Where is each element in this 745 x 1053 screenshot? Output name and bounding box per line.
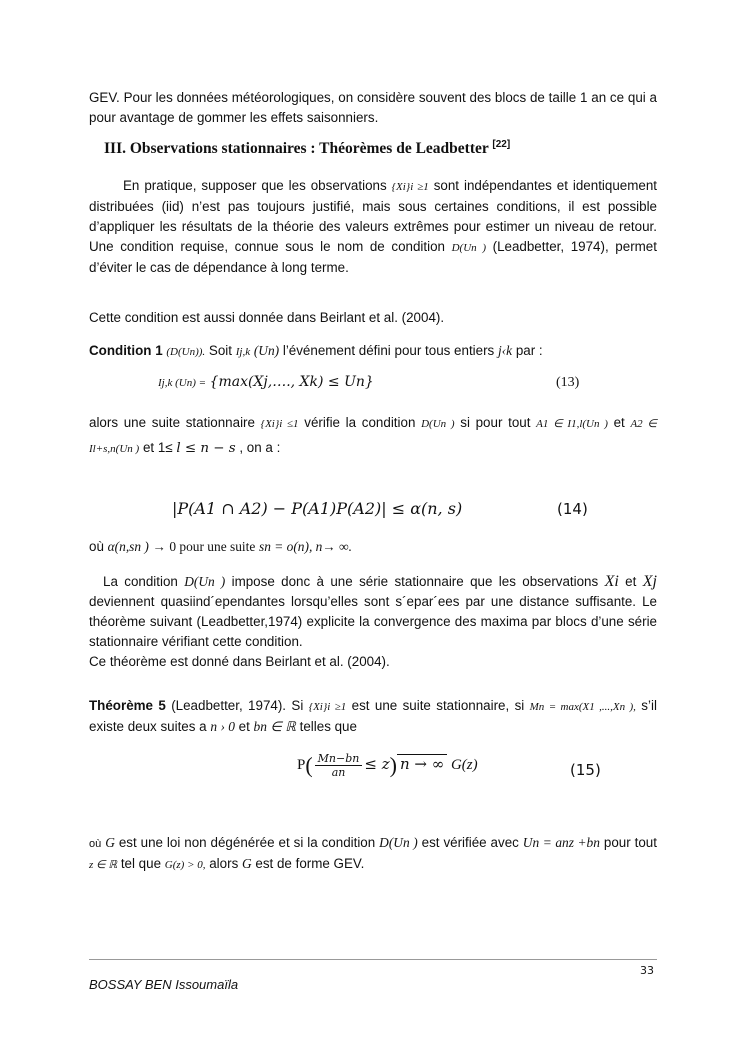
text-fragment: , on a : (239, 440, 281, 455)
math-fragment: A1 ∈ I1,l(Un ) (536, 418, 608, 430)
text-fragment: et (625, 574, 637, 589)
math-fragment: {Xi}i ≤1 (260, 418, 299, 430)
math-fragment: Xi (604, 573, 619, 590)
theorem-5-paragraph (89, 696, 657, 737)
math-fragment: Un = anz +bn (522, 835, 600, 850)
math-fragment: l ≤ n − s (176, 441, 236, 456)
equation-13 (158, 374, 374, 391)
text-fragment: par : (515, 343, 543, 358)
math-fragment: Mn = max(X1 ,...,Xn ), (529, 701, 636, 713)
equation-probability: P (297, 756, 306, 773)
equation-limit: n → ∞ (397, 754, 447, 773)
math-xi-sequence: {Xi}i ≥1 (391, 181, 429, 193)
pratique-paragraph (89, 176, 657, 278)
text-fragment: s’il existe deux suites a (89, 698, 657, 734)
math-fragment: (Un) (253, 343, 280, 358)
equation-body: {max(Xj,…., Xk) ≤ Un} (209, 374, 374, 390)
footer-divider (89, 959, 657, 960)
final-paragraph (89, 833, 657, 875)
math-fragment: D(Un ) (421, 418, 455, 430)
text-fragment: Soit (208, 343, 232, 358)
text-fragment: l’événement défini pour tous entiers (282, 343, 495, 358)
text-fragment: alors (209, 856, 239, 871)
text-fragment: sont indépendantes et identiquement distribuées (iid) n’est pas toujours justifié, mais sous certaines conditions, il est possible d’appliquer les résultats de la théorie des valeurs extrêmes pour estimer un niveau de retour. Une condition requise, connue sous le nom de condition (89, 178, 658, 254)
math-fragment: n › 0 (210, 719, 235, 734)
math-fragment: D(Un ) (379, 835, 418, 850)
section-title: III. Observations stationnaires : Théorèmes de Leadbetter (104, 140, 489, 157)
math-fragment: z ∈ ℝ (89, 859, 118, 871)
text-fragment: et (238, 719, 250, 734)
text-fragment: est une suite stationnaire, si (351, 698, 525, 713)
page-number: 33 (640, 964, 654, 977)
fraction-numerator: Mn−bn (315, 752, 363, 766)
condition-1-paragraph (89, 341, 657, 362)
fraction-denominator: an (331, 766, 346, 779)
math-fragment: (D(Un)). (166, 346, 206, 358)
theorem-label: Théorème 5 (89, 698, 166, 713)
equation-lhs: Ij,k (Un) = (158, 377, 207, 389)
math-fragment: G(z) > 0, (164, 859, 206, 871)
text-fragment: et 1≤ (142, 440, 173, 455)
math-fragment: Ij,k (235, 346, 251, 358)
condition-label: Condition 1 (89, 343, 163, 358)
beirlant-paragraph: Cette condition est aussi donnée dans Beirlant et al. (2004). (89, 310, 445, 325)
math-condition-dun: D(Un ) (451, 242, 486, 254)
text-fragment: telles que (299, 719, 357, 734)
equation-15-number: (15) (570, 761, 601, 779)
text-fragment: et (613, 415, 625, 430)
text-fragment: est vérifiée avec (421, 835, 519, 850)
section-heading (104, 139, 510, 158)
text-fragment: si pour tout (460, 415, 531, 430)
equation-fraction (315, 752, 363, 779)
text-fragment: deviennent quasiind´ependantes lorsqu’elles sont s´epar´ees par une distance suffisante. Le théorème suivant (Leadbetter,1974) explicite la convergence des maxima par blocs d’une série stationnaire vérifiant cette condition. (89, 594, 657, 649)
equation-body: |P(A1 ∩ A2) − P(A1)P(A2)| ≤ α(n, s) (172, 499, 463, 518)
math-fragment: G (105, 835, 115, 850)
equation-14-number: (14) (557, 500, 588, 518)
math-fragment: bn ∈ ℝ (253, 719, 296, 734)
equation-result: G(z) (450, 756, 478, 773)
condition-paragraph (89, 572, 657, 672)
math-fragment: G (242, 856, 252, 871)
equation-relation: ≤ z (364, 754, 390, 773)
equation-13-number: (13) (556, 375, 580, 390)
text-fragment: En pratique, supposer que les observations (123, 178, 387, 193)
math-fragment: j‹k (497, 343, 513, 358)
equation-14 (172, 499, 462, 519)
text-fragment: où (89, 838, 102, 850)
text-fragment: est de forme GEV. (255, 856, 365, 871)
intro-paragraph: GEV. Pour les données météorologiques, on considère souvent des blocs de taille 1 an ce qui a pour avantage de gommer les effets saisonniers. (89, 90, 657, 125)
math-fragment: D(Un ) (184, 574, 226, 589)
text-fragment: alors une suite stationnaire (89, 415, 255, 430)
math-fragment: sn = o(n), n→ ∞. (259, 539, 352, 554)
text-fragment: (Leadbetter, 1974). Si (171, 698, 304, 713)
footer-author: BOSSAY BEN Issoumaïla (89, 977, 239, 992)
ou-paragraph (89, 537, 657, 557)
text-fragment: vérifie la condition (304, 415, 416, 430)
math-fragment: α(n,sn ) (107, 539, 149, 554)
suite-paragraph (89, 411, 657, 461)
math-fragment: Xj (642, 573, 657, 590)
math-fragment: {Xi}i ≥1 (308, 701, 347, 713)
text-fragment: pour tout (603, 835, 657, 850)
text-fragment: (Leadbetter, 1974), permet d’éviter le cas de dépendance à long terme. (89, 239, 657, 275)
text-fragment: Ce théorème est donné dans Beirlant et al. (2004). (89, 654, 390, 669)
text-fragment: impose donc à une série stationnaire que les observations (231, 574, 599, 589)
math-fragment: A2 ∈ Il+s,n(Un ) (89, 418, 657, 455)
equation-15: P( $\frac{Mn-bn}{an}$ ≤ z) n → ∞ G(z) (297, 752, 478, 779)
text-fragment: est une loi non dégénérée et si la condition (118, 835, 376, 850)
text-fragment: où (89, 539, 104, 554)
text-fragment: → 0 pour une suite (152, 539, 256, 554)
section-reference: [22] (492, 139, 511, 150)
text-fragment: tel que (120, 856, 162, 871)
text-fragment: La condition (103, 574, 178, 589)
